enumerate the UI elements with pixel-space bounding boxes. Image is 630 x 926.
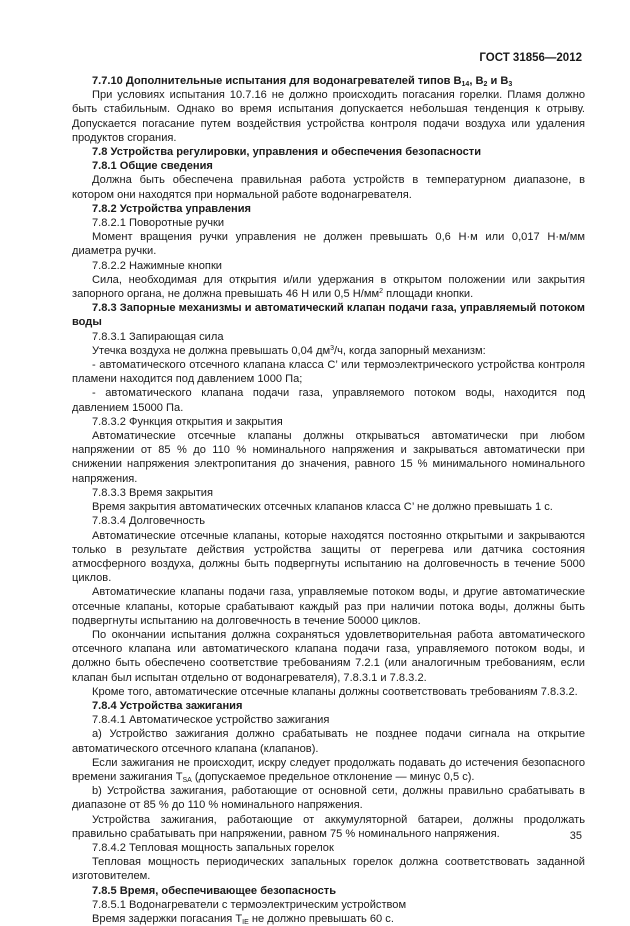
subsection-heading: 7.8.3.4 Долговечность bbox=[92, 515, 206, 528]
paragraph: а) Устройство зажигания должно срабатывать не позднее подачи сигнала на открытие автоматического отсечного клапана (клапанов). bbox=[72, 728, 585, 755]
section-heading-7-8-1: 7.8.1 Общие сведения bbox=[92, 160, 213, 173]
subsection-heading: 7.8.3.3 Время закрытия bbox=[92, 486, 214, 499]
subsection-heading: 7.8.4.2 Тепловая мощность запальных горелок bbox=[92, 841, 334, 854]
section-heading-7-8: 7.8 Устройства регулировки, управления и обеспечения безопасности bbox=[92, 146, 482, 159]
paragraph: Утечка воздуха не должна превышать 0,04 $дм^3/ч$, когда запорный механизм: bbox=[92, 344, 486, 357]
list-item: - автоматического клапана подачи газа, управляемого потоком воды, находится под давлением 15000 Па. bbox=[72, 387, 585, 414]
subsection-heading: 7.8.2.1 Поворотные ручки bbox=[92, 217, 225, 230]
subsection-heading: 7.8.3.1 Запирающая сила bbox=[92, 330, 224, 343]
paragraph: Кроме того, автоматические отсечные клапаны должны соответствовать требованиям 7.8.3.2. bbox=[92, 685, 578, 698]
paragraph: Если зажигания не происходит, искру следует продолжать подавать до истечения безопасного времени зажигания $T_{SA}$ (допускаемое предельное отклонение — минус 0,5 с). bbox=[72, 756, 585, 784]
paragraph: Автоматические отсечные клапаны должны открываться автоматически при любом напряжении от 85 % до 110 % номинального напряжения и закрываться автоматически при снижении напряжения электропитания до значения, равного 15 % минимального номинального напряжения. bbox=[72, 430, 585, 485]
paragraph: b) Устройства зажигания, работающие от основной сети, должны правильно срабатывать в диапазоне от 85 % до 110 % номинального напряжения. bbox=[72, 785, 585, 812]
paragraph: Момент вращения ручки управления не должен превышать 0,6 Н·м или 0,017 Н·м/мм диаметра ручки. bbox=[72, 231, 585, 258]
paragraph: Устройства зажигания, работающие от аккумуляторной батареи, должны продолжать правильно срабатывать при напряжении, равном 75 % номинального напряжения. bbox=[72, 813, 585, 840]
paragraph: Тепловая мощность периодических запальных горелок должна соответствовать заданной изготовителем. bbox=[72, 856, 585, 883]
paragraph: Сила, необходимая для открытия и/или удержания в открытом положении или закрытия запорного органа, не должна превышать 46 Н или 0,5 $Н/мм^2$ площади кнопки. bbox=[72, 273, 585, 301]
paragraph: По окончании испытания должна сохраняться удовлетворительная работа автоматического отсечного клапана или автоматического клапана подачи газа, управляемого потоком воды, и должно быть обеспечено соответствие требованиям 7.2.1 (или аналогичным требованиям, если клапан был испытан отдельно от водонагревателя), 7.8.3.1 и 7.8.3.2. bbox=[72, 628, 585, 684]
subsection-heading: 7.8.3.2 Функция открытия и закрытия bbox=[92, 415, 283, 428]
subsection-heading: 7.8.2.2 Нажимные кнопки bbox=[92, 259, 222, 272]
section-heading-7-8-5: 7.8.5 Время, обеспечивающее безопасность bbox=[92, 884, 337, 897]
paragraph: Автоматические клапаны подачи газа, управляемые потоком воды, и другие автоматические отсечные клапаны, которые срабатывают каждый раз при наличии потока воды, должны быть подвергнуты испытанию на долговечность в течение 50000 циклов. bbox=[72, 586, 585, 627]
subsection-heading: 7.8.5.1 Водонагреватели с термоэлектрическим устройством bbox=[92, 898, 407, 911]
paragraph: При условиях испытания 10.7.16 не должно происходить погасания горелки. Пламя должно быть стабильным. Однако во время испытания допускается небольшая тенденция к отрыву. Допускается погасание путем воздействия устройства контроля подачи воздуха или удаления продуктов сгорания. bbox=[72, 89, 585, 144]
section-heading-7-8-3: 7.8.3 Запорные механизмы и автоматический клапан подачи газа, управляемый потоком воды bbox=[72, 302, 585, 329]
paragraph: Автоматические отсечные клапаны, которые находятся постоянно открытыми и закрываются только в результате действия устройства защиты от перегрева или датчика состояния атмосферного воздуха, должны быть подвергнуты испытанию на долговечность в течение 5000 циклов. bbox=[72, 529, 585, 585]
paragraph: Время закрытия автоматических отсечных клапанов класса C’ не должно превышать 1 с. bbox=[92, 501, 553, 514]
document-header: ГОСТ 31856—2012 bbox=[479, 52, 582, 64]
section-heading-7-8-2: 7.8.2 Устройства управления bbox=[92, 202, 252, 215]
paragraph: Должна быть обеспечена правильная работа устройств в температурном диапазоне, в котором они находятся при нормальной работе водонагревателя. bbox=[72, 174, 585, 201]
subsection-heading: 7.8.4.1 Автоматическое устройство зажигания bbox=[92, 714, 330, 727]
section-heading-7-7-10: 7.7.10 Дополнительные испытания для водонагревателей типов $B_{14}$, $B_2$ и $B_3$ bbox=[92, 75, 513, 88]
document-body bbox=[72, 74, 585, 926]
page-number: 35 bbox=[569, 830, 582, 842]
section-heading-7-8-4: 7.8.4 Устройства зажигания bbox=[92, 699, 243, 712]
list-item: - автоматического отсечного клапана класса C’ или термоэлектрического устройства контроля пламени находится под давлением 1000 Па; bbox=[72, 359, 585, 386]
paragraph: Время задержки погасания $T_{IE}$ не должно превышать 60 с. bbox=[92, 912, 394, 926]
